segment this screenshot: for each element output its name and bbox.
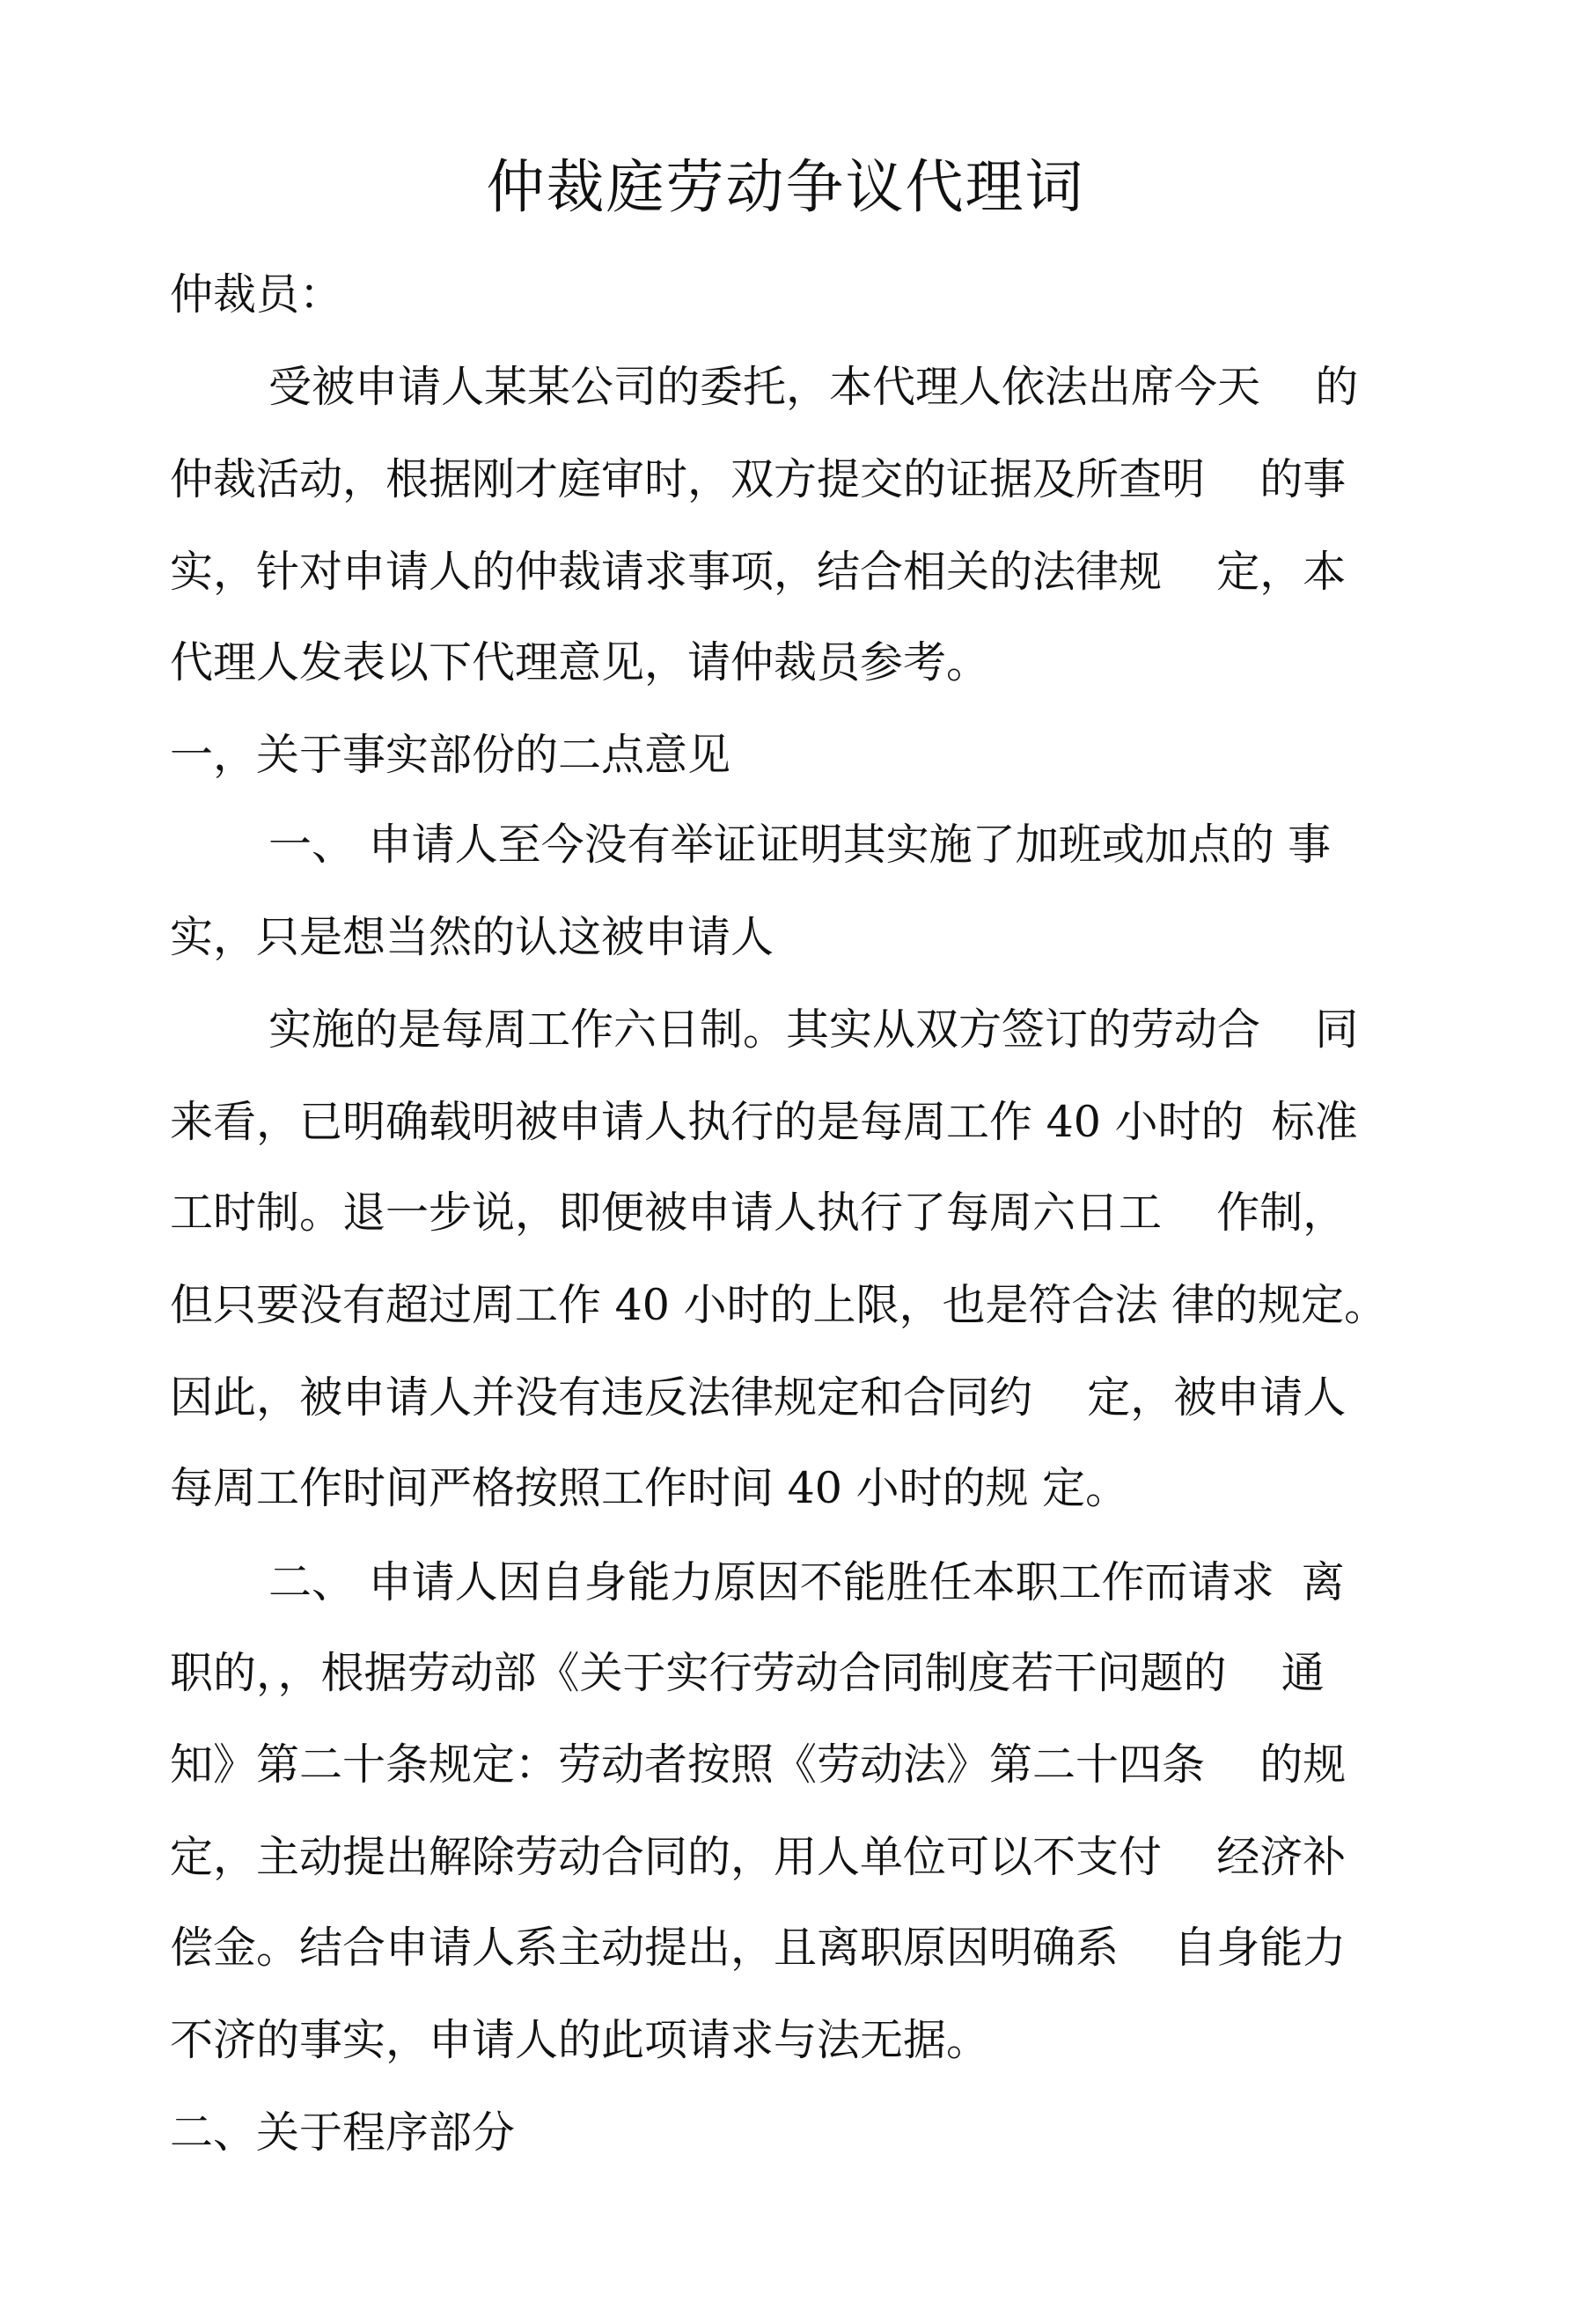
paragraph-line: 一、 申请人至今没有举证证明其实施了加班或加点的 事 bbox=[268, 820, 1332, 870]
paragraph-line: 来看，已明确载明被申请人执行的是每周工作 40 小时的 标准 bbox=[170, 1097, 1358, 1147]
paragraph-line: 知》第二十条规定：劳动者按照《劳动法》第二十四条 的规 bbox=[170, 1739, 1347, 1790]
paragraph-line: 仲裁活动，根据刚才庭审时，双方提交的证据及所查明 的事 bbox=[170, 454, 1347, 504]
paragraph-line: 但只要没有超过周工作 40 小时的上限，也是符合法 律的规定。 bbox=[170, 1280, 1388, 1330]
paragraph-line: 每周工作时间严格按照工作时间 40 小时的规 定。 bbox=[170, 1463, 1129, 1513]
section-heading: 二、关于程序部分 bbox=[170, 2107, 516, 2158]
document-title: 仲裁庭劳动争议代理词 bbox=[486, 153, 1085, 221]
paragraph-line: 代理人发表以下代理意见，请仲裁员参考。 bbox=[170, 637, 990, 688]
paragraph-line: 不济的事实，申请人的此项请求与法无据。 bbox=[170, 2015, 990, 2065]
paragraph-line: 职的，，根据劳动部《关于实行劳动合同制度若干问题的 通 bbox=[170, 1648, 1325, 1698]
paragraph-line: 工时制。退一步说，即便被申请人执行了每周六日工 作制， bbox=[170, 1188, 1347, 1238]
salutation-line: 仲裁员： bbox=[170, 269, 343, 320]
paragraph-line: 定，主动提出解除劳动合同的，用人单位可以不支付 经济补 bbox=[170, 1832, 1347, 1882]
paragraph-line: 因此，被申请人并没有违反法律规定和合同约 定，被申请人 bbox=[170, 1372, 1347, 1423]
section-heading: 一，关于事实部份的二点意见 bbox=[170, 730, 731, 780]
paragraph-line: 实，针对申请人的仲裁请求事项，结合相关的法律规 定，本 bbox=[170, 547, 1347, 597]
paragraph-line: 二、 申请人因自身能力原因不能胜任本职工作而请求 离 bbox=[268, 1557, 1345, 1607]
paragraph-line: 偿金。结合申请人系主动提出，且离职原因明确系 自身能力 bbox=[170, 1923, 1347, 1973]
paragraph-line: 实，只是想当然的认这被申请人 bbox=[170, 912, 774, 962]
paragraph-line: 受被申请人某某公司的委托，本代理人依法出席今天 的 bbox=[268, 362, 1359, 412]
paragraph-line: 实施的是每周工作六日制。其实从双方签订的劳动合 同 bbox=[268, 1004, 1359, 1055]
